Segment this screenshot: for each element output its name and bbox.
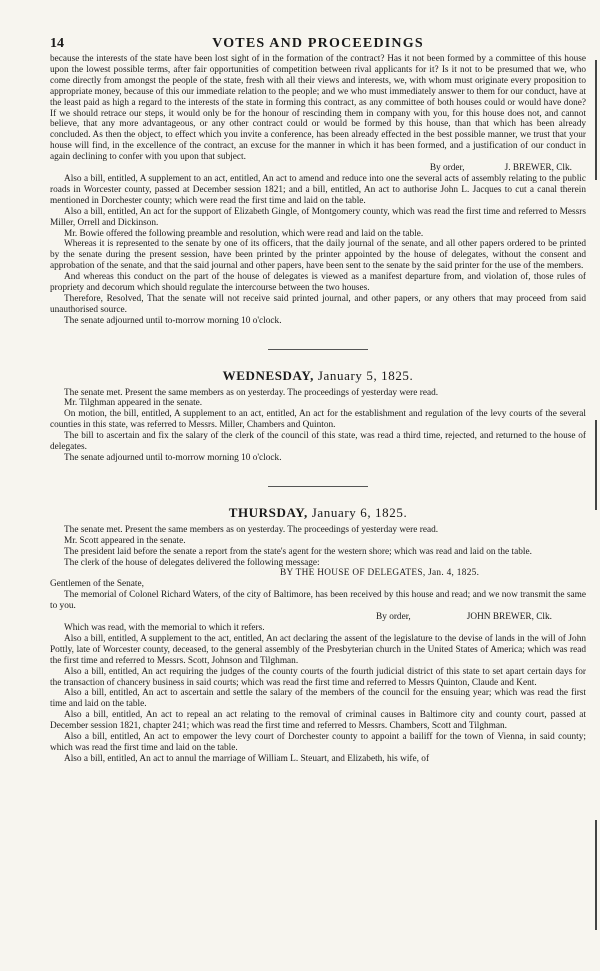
signature-clerk: J. BREWER, Clk.: [504, 163, 572, 174]
paragraph: Mr. Scott appeared in the senate.: [64, 535, 186, 546]
paragraph: Mr. Bowie offered the following preamble and resolution, which were read and laid on the table.: [64, 228, 424, 239]
paragraph: On motion, the bill, entitled, A supplement to an act, entitled, An act for the establishment and regulation of the levy courts of the several counties in this state, was referred to Messrs. Miller, Chambers and Quinton.: [50, 409, 586, 431]
paragraph: Therefore, Resolved, That the senate will not receive said printed journal, and other papers, or any others that may proceed from said unauthorised source.: [50, 293, 586, 315]
paragraph: The president laid before the senate a report from the state's agent for the western shore; which was read and laid on the table.: [64, 546, 532, 557]
page-number: 14: [50, 36, 64, 51]
paragraph: The bill to ascertain and fix the salary of the clerk of the council of this state, was read a third time, rejected, and returned to the house of delegates.: [50, 431, 586, 453]
signature-by-order: By order,: [376, 612, 411, 623]
page-header: [50, 34, 586, 54]
paragraph: Whereas it is represented to the senate by one of its officers, that the daily journal of the senate, and all other papers ordered to be printed by the senate during the present session, have been printed by the printer appointed by the house of delegates, without the consent and approbation of the senate, and that the said journal and other papers, have been sent to the senate by the said printer for the use of the members.: [50, 239, 586, 272]
day-heading-wednesday: [50, 367, 586, 383]
day-heading-date: January 6, 1825.: [311, 504, 408, 520]
scan-edge-mark: [595, 420, 597, 510]
paragraph: Also a bill, entitled, An act for the support of Elizabeth Gingle, of Montgomery county, which was read the first time and referred to Messrs Miller, Orrell and Dickinson.: [50, 206, 586, 228]
paragraph: Also a bill, entitled, A supplement to the act, entitled, An act declaring the assent of the legislature to the devise of lands in the will of John Pottly, late of Worcester county, deceased, to the general assembly of the Presbyterian church in the United States of America; which was read the first time and referred to Messrs. Scott, Johnson and Tilghman.: [50, 633, 586, 666]
scan-edge-mark: [595, 820, 597, 930]
adjournment-note: The senate adjourned until to-morrow morning 10 o'clock.: [64, 315, 282, 326]
page-body: [50, 54, 586, 765]
paragraph: Also a bill, entitled, A supplement to an act, entitled, An act to amend and reduce into one the several acts of assembly relating to the public roads in Worcester county, passed at December session 1821; and a bill, entitled, An act to authorise John L. Jacques to cut a canal therein mentioned in Dorchester county; which were read the first time and laid on the table.: [50, 173, 586, 206]
adjournment-note: The senate adjourned until to-morrow morning 10 o'clock.: [64, 453, 282, 463]
paragraph: because the interests of the state have been lost sight of in the formation of the contract? Has it not been formed by a committee of this house upon the lowest possible terms, after fair opportunities of competition between rival applicants for it? Is it not to be presumed that we, who come directly from amongst the people of the state, fresh with all their views and interests, we, with whom must originate every proposition to appropriate money, because of this our immediate relation to the people; and we who must immediately answer to them for our conduct, have at the least paid as high a regard to the interests of the state in forming this contract, as any committee of both houses could or would have done? If we should retrace our steps, it would only be for the honour of rescinding them in company with you, for this house does not, and cannot believe, that any more advantageous, or any other contract could or would be formed by this house, than that which has been already concluded. As then the object, to effect which you invite a conference, has been already effected in the best possible manner, we trust that your house will find, in the excellence of the contract, an excuse for the manner in which it has been formed, and a justification of our conduct in again declining to confer with you upon that subject.: [50, 54, 586, 163]
signature-line: [50, 612, 586, 623]
section-divider: [268, 486, 368, 487]
day-heading-day: THURSDAY,: [228, 504, 308, 520]
signature-line: [50, 163, 586, 174]
paragraph: Mr. Tilghman appeared in the senate.: [64, 398, 203, 409]
salutation: Gentlemen of the Senate,: [50, 579, 144, 590]
paragraph: And whereas this conduct on the part of the house of delegates is viewed as a manifest departure from, and violation of, those rules of propriety and decorum which should regulate the intercourse between the two houses.: [50, 272, 586, 294]
scan-edge-mark: [595, 60, 597, 180]
signature-clerk: JOHN BREWER, Clk.: [466, 612, 552, 623]
paragraph: Also a bill, entitled, An act to annul the marriage of William L. Steuart, and Elizabeth, his wife, of: [64, 753, 430, 764]
paragraph: Also a bill, entitled, An act to empower the levy court of Dorchester county to appoint a bailiff for the town of Vienna, in said county; which was read the first time and laid on the table.: [50, 732, 586, 753]
paragraph: The senate met. Present the same members as on yesterday. The proceedings of yesterday were read.: [64, 524, 439, 535]
message-heading: BY THE HOUSE OF DELEGATES, Jan. 4, 1825.: [280, 568, 480, 579]
paragraph: Also a bill, entitled, An act requiring the judges of the county courts of the fourth judicial district of this state to set apart certain days for the transaction of chancery business in said courts; which was read the first time and referred to Messrs Quinton, Claude and Kent.: [50, 666, 586, 688]
paragraph: The memorial of Colonel Richard Waters, of the city of Baltimore, has been received by this house and read; and we now transmit the same to you.: [50, 590, 586, 612]
paragraph: The clerk of the house of delegates delivered the following message:: [64, 557, 320, 568]
paragraph: Which was read, with the memorial to which it refers.: [64, 622, 265, 633]
day-heading-thursday: [50, 504, 586, 520]
section-divider: [268, 349, 368, 350]
running-title: VOTES AND PROCEEDINGS: [212, 36, 424, 51]
paragraph: Also a bill, entitled, An act to repeal an act relating to the removal of criminal causes in Baltimore city and county court, passed at December session 1821, chapter 241; which was read the first time and referred to Messrs. Chambers, Scott and Tilghman.: [50, 710, 586, 732]
day-heading-day: WEDNESDAY,: [222, 367, 314, 383]
day-heading-date: January 5, 1825.: [317, 367, 414, 383]
paragraph: Also a bill, entitled, An act to ascertain and settle the salary of the members of the council for the ensuing year; which was read the first time and laid on the table.: [50, 688, 586, 710]
signature-by-order: By order,: [429, 163, 465, 174]
paragraph: The senate met. Present the same members as on yesterday. The proceedings of yesterday were read.: [64, 387, 439, 398]
